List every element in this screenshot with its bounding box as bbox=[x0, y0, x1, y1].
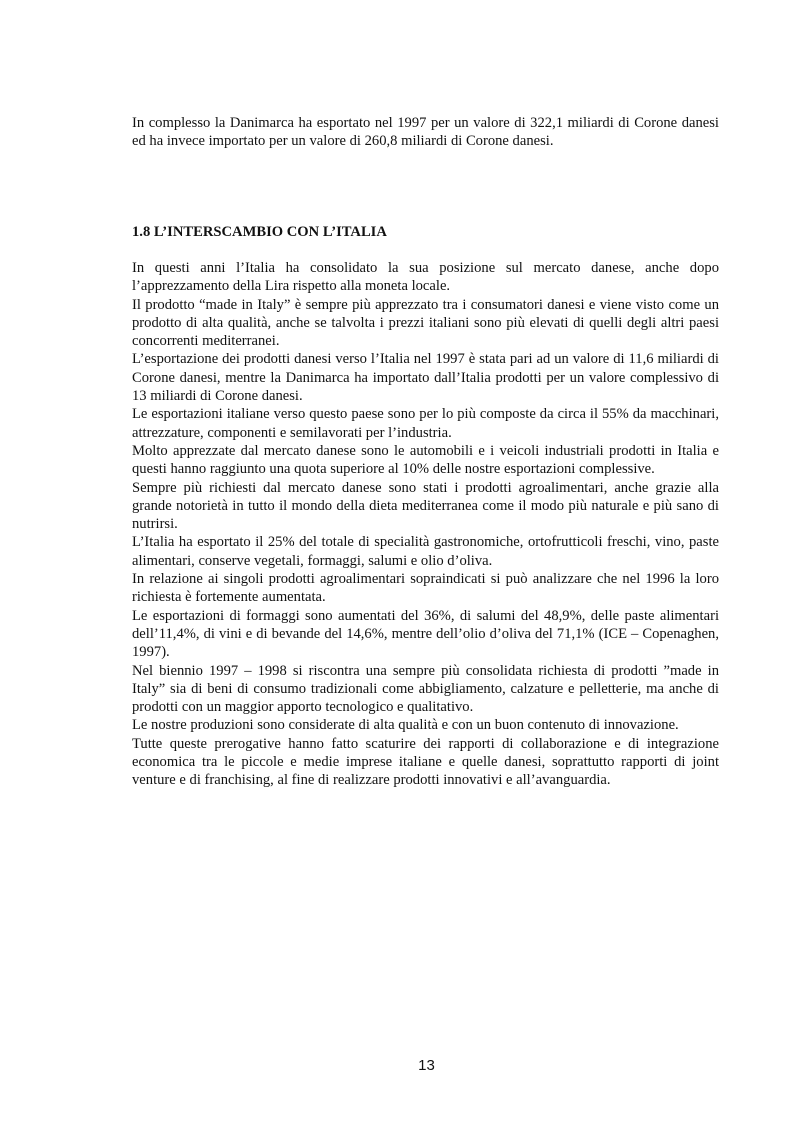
paragraph: In questi anni l’Italia ha consolidato la sua posizione sul mercato danese, anche dopo l’apprezzamento della Lira rispetto alla moneta locale. bbox=[132, 260, 719, 295]
section-body bbox=[132, 259, 719, 790]
section-heading: 1.8 L’INTERSCAMBIO CON L’ITALIA bbox=[132, 224, 387, 240]
paragraph: Nel biennio 1997 – 1998 si riscontra una sempre più consolidata richiesta di prodotti ”made in Italy” sia di beni di consumo tradizionali come abbigliamento, calzature e pelletterie, ma anche di prodotti con un maggior apporto tecnologico e qualitativo. bbox=[132, 662, 719, 716]
paragraph: L’esportazione dei prodotti danesi verso l’Italia nel 1997 è stata pari ad un valore di 11,6 miliardi di Corone danesi, mentre la Danimarca ha importato dall’Italia prodotti per un valore complessivo di 13 miliardi di Corone danesi. bbox=[132, 351, 719, 405]
paragraph: Sempre più richiesti dal mercato danese sono stati i prodotti agroalimentari, anche grazie alla grande notorietà in tutto il mondo della dieta mediterranea come il modo più naturale e più sano di nutrirsi. bbox=[132, 479, 719, 533]
paragraph: Le esportazioni italiane verso questo paese sono per lo più composte da circa il 55% da macchinari, attrezzature, componenti e semilavorati per l’industria. bbox=[132, 406, 719, 441]
intro-paragraph: In complesso la Danimarca ha esportato nel 1997 per un valore di 322,1 miliardi di Corone danesi ed ha invece importato per un valore di 260,8 miliardi di Corone danesi. bbox=[132, 115, 719, 150]
paragraph: Le esportazioni di formaggi sono aumentati del 36%, di salumi del 48,9%, delle paste alimentari dell’11,4%, di vini e di bevande del 14,6%, mentre dell’olio d’oliva del 71,1% (ICE – Copenaghen, 1997). bbox=[132, 607, 719, 661]
intro-text bbox=[132, 114, 719, 151]
paragraph: In relazione ai singoli prodotti agroalimentari sopraindicati si può analizzare che nel 1996 la loro richiesta è fortemente aumentata. bbox=[132, 571, 719, 606]
paragraph: Molto apprezzate dal mercato danese sono le automobili e i veicoli industriali prodotti in Italia e questi hanno raggiunto una quota superiore al 10% delle nostre esportazioni complessive. bbox=[132, 442, 719, 478]
paragraph: Tutte queste prerogative hanno fatto scaturire dei rapporti di collaborazione e di integrazione economica tra le piccole e medie imprese italiane e quelle danesi, soprattutto rapporti di joint venture e di franchising, al fine di realizzare prodotti innovativi e all’avanguardia. bbox=[132, 735, 719, 789]
paragraph: Le nostre produzioni sono considerate di alta qualità e con un buon contenuto di innovazione. bbox=[132, 717, 679, 734]
paragraph: L’Italia ha esportato il 25% del totale di specialità gastronomiche, ortofrutticoli freschi, vino, paste alimentari, conserve vegetali, formaggi, salumi e olio d’oliva. bbox=[132, 534, 719, 569]
page-number: 13 bbox=[418, 1057, 435, 1074]
paragraph: Il prodotto “made in Italy” è sempre più apprezzato tra i consumatori danesi e viene visto come un prodotto di alta qualità, anche se talvolta i prezzi italiani sono più elevati di quelli degli altri paesi concorrenti mediterranei. bbox=[132, 296, 719, 350]
